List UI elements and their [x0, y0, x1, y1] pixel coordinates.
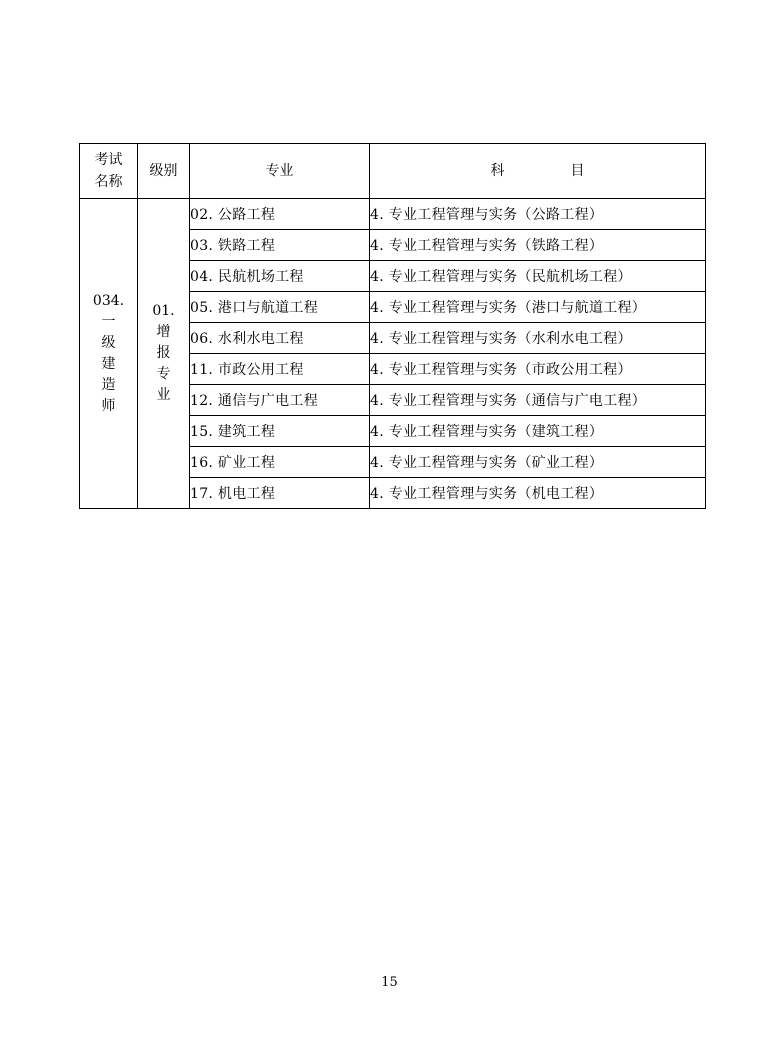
subject-cell: 4. 专业工程管理与实务（铁路工程）	[370, 230, 706, 261]
header-subject	[370, 144, 706, 199]
major-cell: 17. 机电工程	[190, 478, 370, 509]
subject-cell: 4. 专业工程管理与实务（建筑工程）	[370, 416, 706, 447]
header-row	[80, 144, 706, 199]
major-cell: 03. 铁路工程	[190, 230, 370, 261]
major-cell: 05. 港口与航道工程	[190, 292, 370, 323]
header-exam-name-line2: 名称	[94, 174, 123, 190]
subject-cell: 4. 专业工程管理与实务（水利水电工程）	[370, 323, 706, 354]
exam-name-code: 034.	[92, 292, 125, 309]
subject-cell: 4. 专业工程管理与实务（矿业工程）	[370, 447, 706, 478]
major-cell: 06. 水利水电工程	[190, 323, 370, 354]
level-char: 增	[156, 324, 171, 340]
subject-cell: 4. 专业工程管理与实务（民航机场工程）	[370, 261, 706, 292]
subject-cell: 4. 专业工程管理与实务（通信与广电工程）	[370, 385, 706, 416]
page-number: 15	[381, 975, 398, 990]
header-exam-name	[80, 144, 138, 199]
level-cell	[138, 199, 190, 509]
subject-cell: 4. 专业工程管理与实务（公路工程）	[370, 199, 706, 230]
exam-subject-table	[79, 143, 706, 509]
header-major: 专业	[190, 144, 370, 199]
header-exam-name-line1: 考试	[94, 152, 123, 168]
major-cell: 16. 矿业工程	[190, 447, 370, 478]
major-cell: 11. 市政公用工程	[190, 354, 370, 385]
major-cell: 02. 公路工程	[190, 199, 370, 230]
level-char: 专	[156, 366, 171, 382]
table-row	[80, 199, 706, 230]
level-char: 业	[156, 387, 171, 403]
header-level: 级别	[138, 144, 190, 199]
exam-name-char: 师	[101, 397, 116, 414]
exam-name-char: 造	[101, 376, 116, 393]
exam-name-char: 一	[101, 313, 116, 330]
major-cell: 15. 建筑工程	[190, 416, 370, 447]
exam-name-cell	[80, 199, 138, 509]
subject-cell: 4. 专业工程管理与实务（港口与航道工程）	[370, 292, 706, 323]
header-subject-part1: 科	[490, 163, 505, 179]
major-cell: 04. 民航机场工程	[190, 261, 370, 292]
exam-name-char: 建	[101, 355, 116, 372]
major-cell: 12. 通信与广电工程	[190, 385, 370, 416]
level-char: 报	[156, 345, 171, 361]
subject-cell: 4. 专业工程管理与实务（机电工程）	[370, 478, 706, 509]
level-code: 01.	[152, 303, 175, 319]
header-subject-part2: 目	[570, 163, 585, 179]
subject-cell: 4. 专业工程管理与实务（市政公用工程）	[370, 354, 706, 385]
exam-name-char: 级	[101, 334, 116, 351]
